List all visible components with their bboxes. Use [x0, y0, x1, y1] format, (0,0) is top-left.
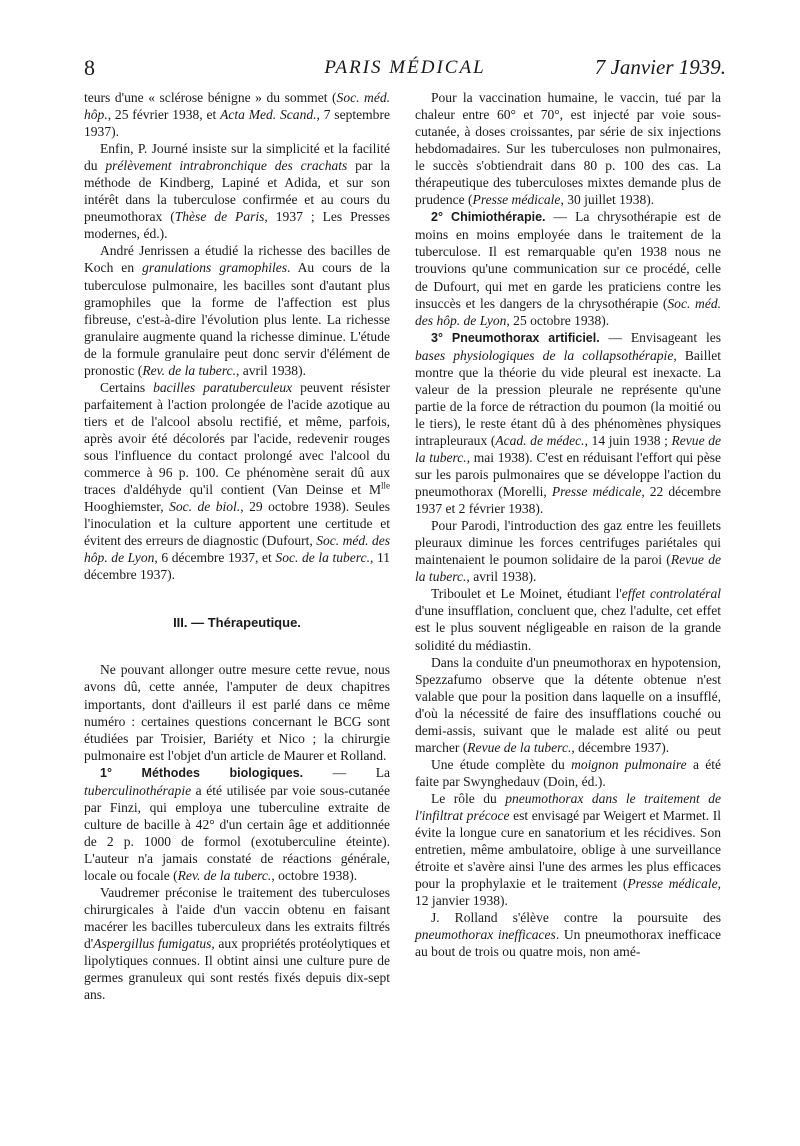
- citation-text: effet controlatéral: [621, 586, 721, 602]
- text-run: Triboulet et Le Moinet, étudiant l': [431, 586, 622, 602]
- text-run: , mai 1938). C'est en réduisant l'effort qui pèse sur les parois pulmonaires que se développe l'action du pneumothorax (Morelli,: [415, 449, 721, 500]
- citation-text: Thèse de Paris: [174, 209, 265, 225]
- text-run: — La chrysothérapie est de moins en moins employée dans le traitement de la tuberculose. Il est remarquable qu'en 1938 nous ne trouvions qu'une communication sur ce procédé, celle de Dufourt, qui met en garde les praticiens contre les insuccès et les dangers de la chrysothérapie (: [415, 209, 721, 311]
- text-run: a été faite par Swynghedauv (Doin, éd.).: [415, 756, 721, 789]
- citation-text: Revue de la tuberc.: [415, 552, 721, 585]
- text-run: , 6 décembre 1937, et: [154, 550, 276, 566]
- text-run: Ne pouvant allonger outre mesure cette revue, nous avons dû, cette année, l'amputer de deux chapitres importants, dont d'ailleurs il est parlé dans ce même numéro : certaines questions concernant le BCG sont étudiées par Troisier, Bariéty et Nico ; la chirurgie pulmonaire est l'objet d'un article de Maurer et Rolland.: [84, 662, 390, 763]
- citation-text: Acad. de médec.: [495, 432, 585, 448]
- journal-title: PARIS MÉDICAL: [324, 57, 486, 78]
- text-run: , 29 octobre 1938). Seules l'inoculation et la culture apportent une certitude et évitent des erreurs de diagnostic (Dufourt,: [84, 499, 391, 549]
- paragraph: [415, 585, 721, 653]
- citation-text: granulations gramophiles: [142, 260, 288, 276]
- citation-text: Soc. de biol.: [169, 499, 241, 515]
- paragraph: [84, 242, 390, 378]
- text-run: Enfin, P. Journé insiste sur la simplicité et la facilité du: [84, 141, 390, 174]
- citation-text: Soc. de la tuberc.: [275, 550, 370, 566]
- text-run: J. Rolland s'élève contre la poursuite des: [431, 910, 721, 926]
- text-run: André Jenrissen a étudié la richesse des bacilles de Koch en: [84, 243, 390, 276]
- text-run: , décembre 1937).: [571, 739, 670, 755]
- paragraph: [415, 756, 721, 790]
- text-run: , 7 septembre 1937).: [84, 107, 390, 140]
- citation-text: Acta Med. Scand.: [220, 107, 317, 123]
- text-run: lle: [381, 480, 390, 491]
- text-run: Une étude complète du: [431, 756, 572, 772]
- paragraph: [415, 517, 721, 585]
- text-run: , avril 1938).: [466, 569, 537, 585]
- citation-text: Soc. méd. des hôp. de Lyon: [415, 295, 721, 328]
- text-run: Pour Parodi, l'introduction des gaz entre les feuillets pleuraux diminue les forces centrifuges pariétales qui maintenaient le poumon solidaire de la paroi (: [415, 518, 721, 568]
- text-run: d'une insufflation, concluent que, chez l'adulte, cet effet est le plus souvent négligeable en raison de la grande solidité du médiastin.: [415, 603, 721, 653]
- text-run: Le rôle du: [431, 790, 506, 806]
- text-run: , 25 octobre 1938).: [506, 312, 610, 328]
- citation-text: Soc. méd. hôp.: [84, 90, 391, 123]
- citation-text: prélèvement intrabronchique des crachats: [105, 158, 348, 174]
- text-run: — Envisageant les: [599, 329, 721, 345]
- left-column: [84, 89, 390, 1003]
- citation-text: Rev. de la tuberc.: [177, 867, 272, 883]
- section-heading: III. — Thérapeutique.: [173, 615, 301, 631]
- text-run: Vaudremer préconise le traitement des tuberculoses chirurgicales à l'aide d'un vaccin obtenu en faisant macérer les bacilles tuberculeux dans les extraits filtrés d': [84, 885, 390, 952]
- text-run: , 12 janvier 1938).: [415, 876, 721, 909]
- text-run: a été utilisée par voie sous-cutanée par Finzi, qui employa une tuberculine extraite de culture de bacille à 42° d'un certain âge et additionnée de 2 p. 1000 de formol (exotuberculine éteinte). L'auteur n'a jamais constaté de réactions générale, locale ou focale (: [84, 782, 390, 883]
- citation-text: pneumothorax dans le traitement de l'infiltrat précoce: [415, 790, 721, 823]
- text-run: . Un pneumothorax inefficace au bout de trois ou quatre mois, non amé-: [415, 927, 722, 960]
- issue-date: 7 Janvier 1939.: [594, 55, 726, 79]
- paragraph: [415, 790, 721, 909]
- citation-text: tuberculinothérapie: [84, 782, 192, 798]
- text-run: Hooghiemster,: [84, 499, 170, 515]
- paragraph: [84, 89, 390, 140]
- citation-text: moignon pulmonaire: [571, 756, 687, 772]
- spacer: [84, 583, 390, 600]
- text-run: Certains: [100, 379, 154, 395]
- text-run: par la méthode de Kindberg, Lapiné et Adida, et sur son intérêt dans la tuberculose confirmée et au cours du pneumothorax (: [84, 158, 390, 225]
- paragraph-lead: 2° Chimiothérapie.: [431, 210, 546, 225]
- text-run: , octobre 1938).: [271, 867, 358, 883]
- paragraph: [84, 884, 390, 1003]
- text-run: , 30 juillet 1938).: [560, 192, 655, 208]
- text-run: , avril 1938).: [236, 362, 306, 378]
- running-header: [84, 55, 726, 85]
- citation-text: Revue de la tuberc.: [415, 432, 721, 465]
- citation-text: bases physiologiques de la collapsothérapie: [415, 347, 674, 363]
- text-run: , 14 juin 1938 ;: [584, 432, 672, 448]
- paragraph: [415, 208, 721, 328]
- citation-text: Presse médicale: [472, 192, 561, 208]
- citation-text: Aspergillus fumigatus: [93, 936, 212, 952]
- paragraph: [415, 654, 721, 756]
- text-run: teurs d'une « sclérose bénigne » du sommet (: [84, 90, 337, 105]
- citation-text: Presse médicale: [551, 484, 642, 500]
- citation-text: Rev. de la tuberc.: [142, 362, 236, 378]
- text-run: , 22 décembre 1937 et 2 février 1938).: [415, 484, 721, 517]
- paragraph: [84, 379, 390, 584]
- citation-text: Revue de la tuberc.: [467, 739, 572, 755]
- text-run: . Au cours de la tuberculose pulmonaire, les bacilles sont d'autant plus gramophiles que la forme de l'affection est plus fibreuse, c'est-à-dire l'évolution plus lente. La richesse granulaire augmente quand la richesse diminue. L'étude de la formule granulaire peut donc servir d'élément de pronostic (: [84, 260, 391, 378]
- text-run: Dans la conduite d'un pneumothorax en hypotension, Spezzafumo observe que la détente obtenue n'est valable que pour la position dans laquelle on a insufflé, d'où la nécessité de faire des insufflations couché ou demi-assis, suivant que le malade est alité ou peut marcher (: [415, 654, 721, 755]
- citation-text: Presse médicale: [627, 876, 718, 892]
- citation-text: bacilles paratuberculeux: [153, 379, 293, 395]
- text-run: , 1937 ; Les Presses modernes, éd.).: [84, 209, 390, 242]
- right-column: [415, 89, 721, 960]
- text-run: — La: [303, 764, 391, 780]
- paragraph: [415, 909, 721, 960]
- paragraph: [84, 661, 390, 763]
- paragraph: [84, 764, 390, 884]
- citation-text: Soc. méd. des hôp. de Lyon: [84, 533, 391, 566]
- text-run: , aux propriétés protéolytiques et lipolytiques connues. Il obtint ainsi une culture pure de germes granuleux qui sont restés fixés depuis dix-sept ans.: [84, 936, 390, 1003]
- paragraph: [84, 140, 390, 242]
- text-run: est envisagé par Weigert et Marmet. Il évite la longue cure en sanatorium et les récidives. Son entretien, même ambulatoire, oblige à une surveillance étroite et s'avère ainsi l'une des armes les plus efficaces pour la prophylaxie et le traitement (: [415, 807, 722, 892]
- paragraph: [415, 329, 721, 518]
- text-run: , 11 décembre 1937).: [84, 550, 390, 583]
- page-number: 8: [84, 55, 95, 80]
- text-run: peuvent résister parfaitement à l'action prolongée de l'acide azotique au tiers et de l'alcool absolu rectifié, et même, parfois, après avoir été décolorés par l'acide, redevenir rouges sous l'influence du contact prolongé avec l'alcool du commerce à 96 p. 100. Ce phénomène serait dû aux traces d'aldéhyde qu'il contient (Van Deinse et M: [84, 379, 390, 498]
- text-run: , 25 février 1938, et: [107, 107, 221, 123]
- text-run: , Baillet montre que la théorie du vide pleural est inexacte. La valeur de la pression pleurale ne représente qu'une partie de la force de rétraction du poumon (la moitié ou le tiers), le reste étant dû à des phénomènes physiques intrapleuraux (: [415, 347, 721, 448]
- text-run: Pour la vaccination humaine, le vaccin, tué par la chaleur entre 60° et 70°, est injecté par voie sous-cutanée, à doses croissantes, par série de six injections hebdomadaires. Sur les tuberculoses non pulmonaires, le succès s'obtiendrait dans 80 p. 100 des cas. La thérapeutique des tuberculoses mixtes demande plus de prudence (: [415, 90, 721, 208]
- citation-text: pneumothorax inefficaces: [415, 927, 556, 943]
- paragraph-lead: 3° Pneumothorax artificiel.: [431, 330, 600, 345]
- paragraph-lead: 1° Méthodes biologiques.: [100, 765, 304, 780]
- paragraph: [415, 89, 721, 208]
